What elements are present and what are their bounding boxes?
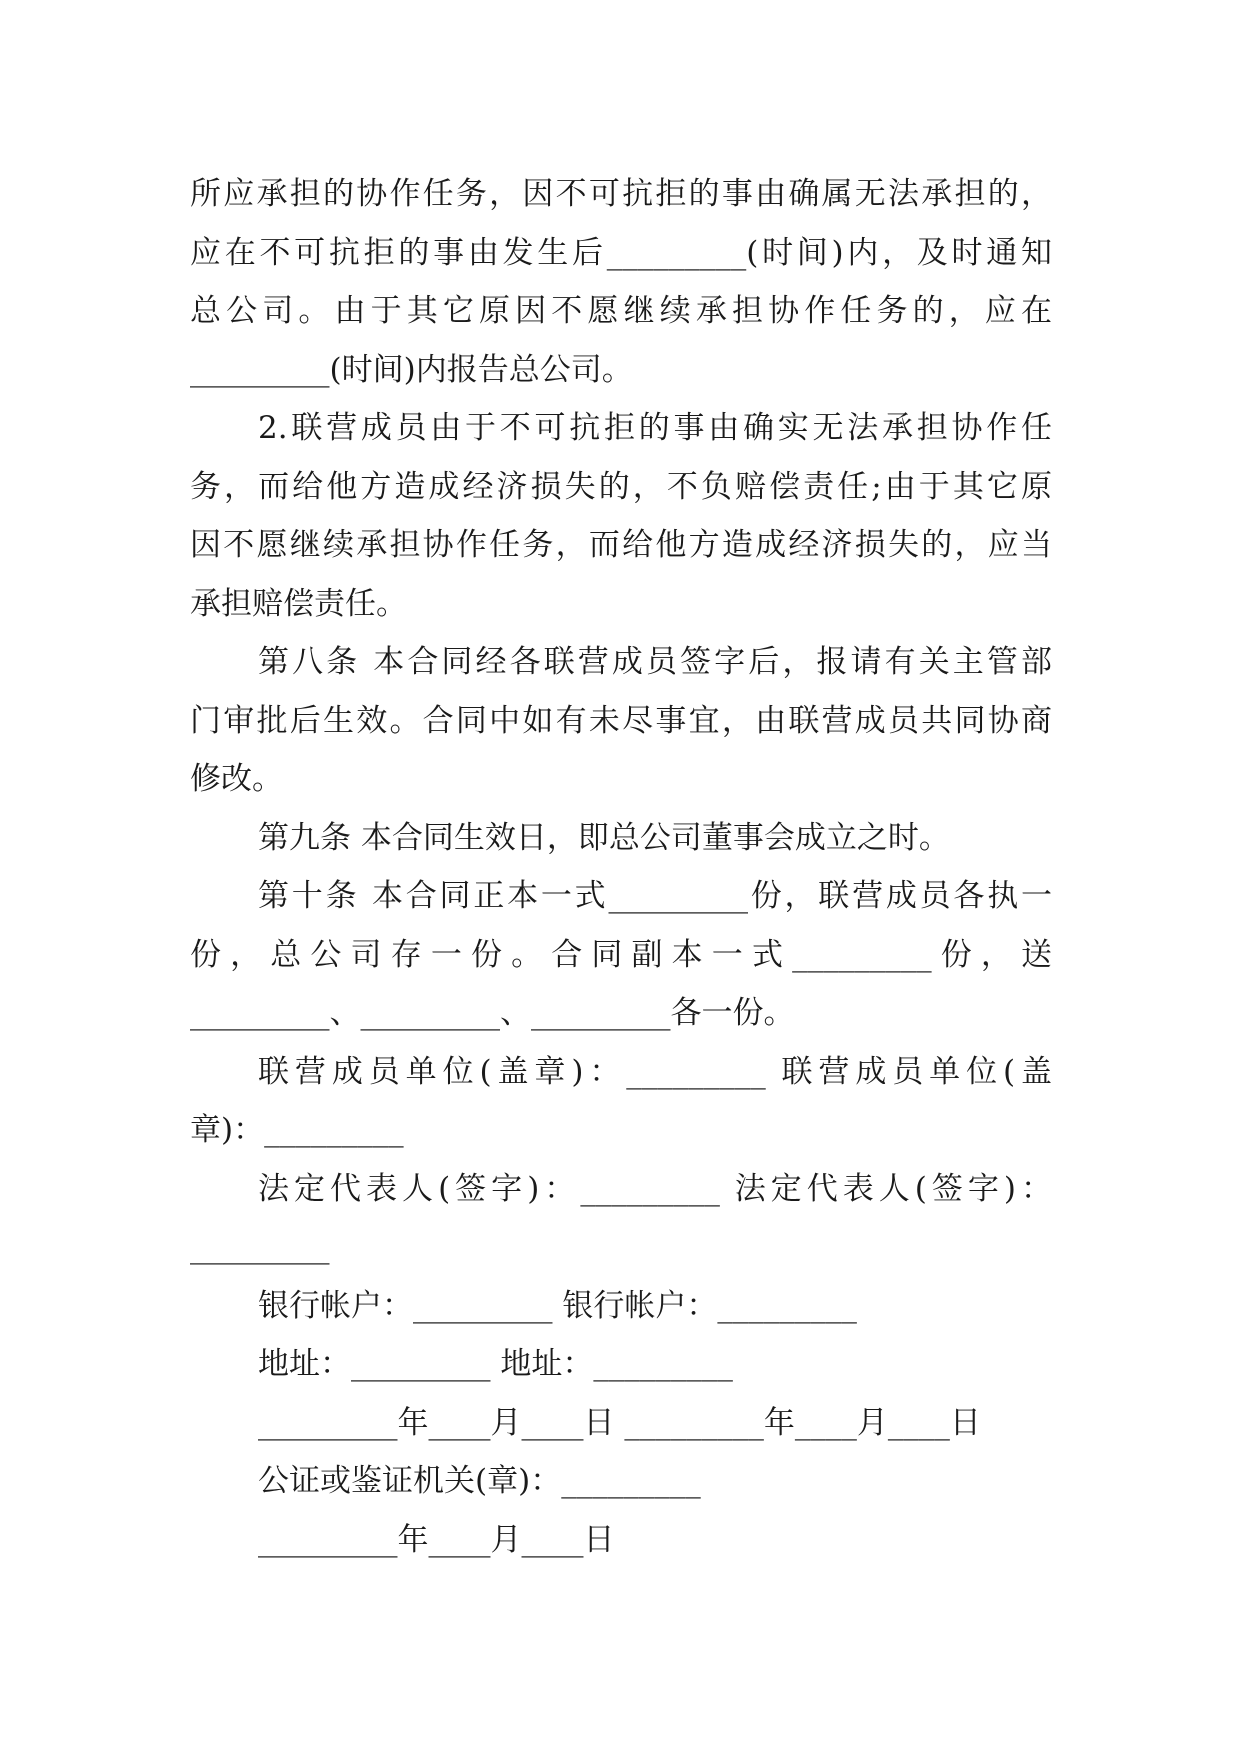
text-line: _________(时间)内报告总公司。: [190, 351, 633, 388]
text-line: 份，总公司存一份。合同副本一式_________份，送: [190, 936, 1052, 973]
text-line: _________、_________、_________各一份。: [190, 995, 795, 1031]
member-unit-seal-line-cont: 章)：_________: [190, 1112, 404, 1148]
article-nine-heading: 第九条 本合同生效日，即总公司董事会成立之时。: [258, 819, 950, 856]
text-line: 修改。: [190, 761, 283, 797]
text-line: 承担赔偿责任。: [190, 585, 407, 622]
text-line: 门审批后生效。合同中如有未尽事宜，由联营成员共同协商: [190, 702, 1052, 739]
text-line: 务，而给他方造成经济损失的，不负赔偿责任;由于其它原: [190, 468, 1052, 505]
text-line: 因不愿继续承担协作任务，而给他方造成经济损失的，应当: [190, 527, 1052, 563]
notary-date-line: _________年____月____日: [258, 1521, 615, 1558]
bank-account-line: 银行帐户：_________ 银行帐户：_________: [258, 1287, 857, 1324]
text-line: 2.联营成员由于不可抗拒的事由确实无法承担协作任: [258, 410, 1052, 446]
article-ten-heading: 第十条 本合同正本一式_________份，联营成员各执一: [258, 878, 1052, 914]
member-unit-seal-line: 联营成员单位(盖章)：_________ 联营成员单位(盖: [258, 1053, 1052, 1090]
notary-seal-line: 公证或鉴证机关(章)：_________: [258, 1463, 701, 1499]
contract-text: [190, 165, 1052, 1569]
article-eight-heading: 第八条 本合同经各联营成员签字后，报请有关主管部: [258, 644, 1052, 680]
legal-rep-signature-line: 法定代表人(签字)：_________ 法定代表人(签字)：: [258, 1170, 1052, 1207]
text-line: 总公司。由于其它原因不愿继续承担协作任务的，应在: [190, 293, 1052, 329]
text-line: 应在不可抗拒的事由发生后_________(时间)内，及时通知: [190, 234, 1052, 271]
address-line: 地址：_________ 地址：_________: [258, 1346, 733, 1382]
legal-rep-signature-line-cont: _________: [190, 1229, 330, 1265]
date-line: _________年____月____日 _________年____月____日: [258, 1404, 981, 1441]
text-line: 所应承担的协作任务，因不可抗拒的事由确属无法承担的，: [190, 176, 1052, 212]
